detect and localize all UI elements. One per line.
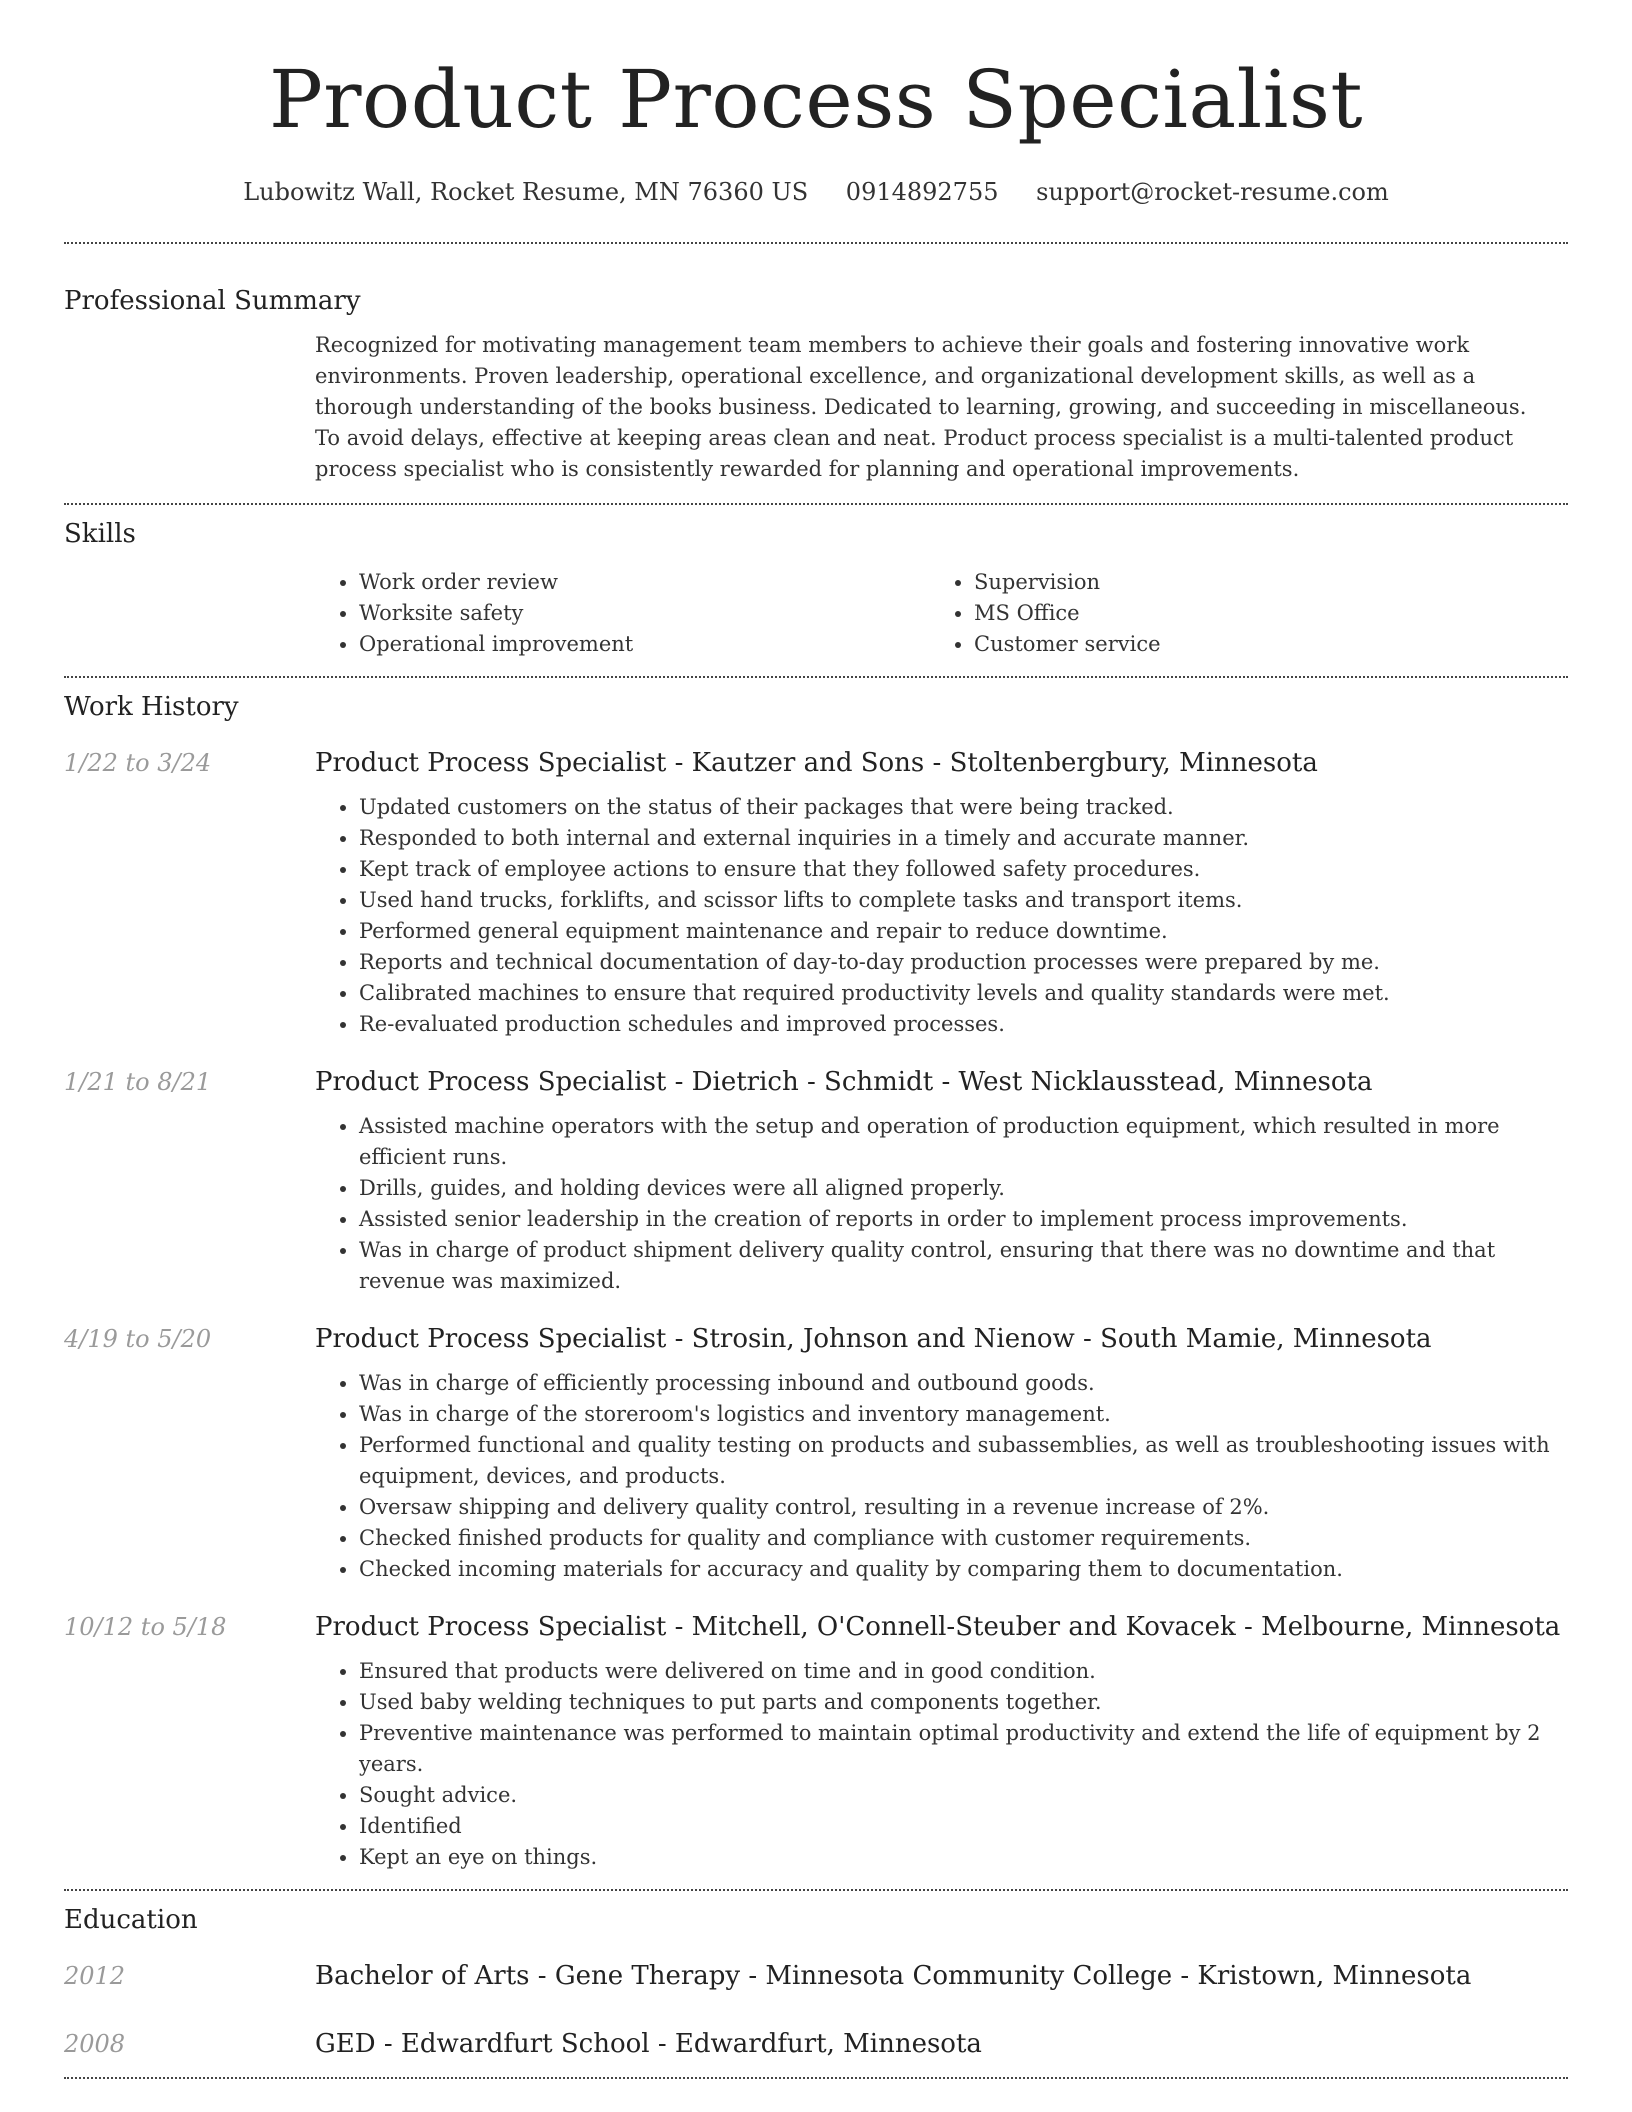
job-bullets — [315, 1368, 1568, 1585]
job-bullets — [315, 792, 1568, 1040]
skill-item: • Operational improvement — [359, 629, 930, 660]
summary-heading: Professional Summary — [64, 286, 361, 316]
skills-list-left — [315, 567, 930, 660]
job-title: Product Process Specialist - Mitchell, O'Connell-Steuber and Kovacek - Melbourne, Minnesota — [315, 1612, 1561, 1642]
job-bullet: • Reports and technical documentation of day-to-day production processes were prepared by me. — [359, 947, 1568, 978]
job-bullet: • Calibrated machines to ensure that required productivity levels and quality standards were met. — [359, 978, 1568, 1009]
job-bullet: • Ensured that products were delivered on time and in good condition. — [359, 1656, 1568, 1687]
education-entry — [64, 2027, 1568, 2061]
contact-email: support@rocket-resume.com — [1036, 178, 1389, 206]
education-title: GED - Edwardfurt School - Edwardfurt, Minnesota — [315, 2029, 982, 2059]
job-bullet: • Was in charge of efficiently processing inbound and outbound goods. — [359, 1368, 1568, 1399]
job-dates: 1/22 to 3/24 — [64, 749, 212, 777]
contact-phone: 0914892755 — [845, 178, 999, 206]
education-year: 2008 — [64, 2030, 126, 2058]
summary-row — [64, 330, 1568, 485]
education-heading: Education — [64, 1905, 198, 1935]
job-title: Product Process Specialist - Dietrich - Schmidt - West Nicklausstead, Minnesota — [315, 1067, 1373, 1097]
skill-item: • Work order review — [359, 567, 930, 598]
job-bullet: • Sought advice. — [359, 1780, 1568, 1811]
job-bullet: • Performed functional and quality testing on products and subassemblies, as well as troubleshooting issues with equipment, devices, and products. — [359, 1430, 1568, 1492]
education-title: Bachelor of Arts - Gene Therapy - Minnesota Community College - Kristown, Minnesota — [315, 1961, 1472, 1991]
job-entry — [64, 1610, 1568, 1873]
skills-grid — [315, 567, 1568, 660]
skills-heading: Skills — [64, 519, 136, 549]
job-bullet: • Re-evaluated production schedules and improved processes. — [359, 1009, 1568, 1040]
job-bullet: • Used hand trucks, forklifts, and scissor lifts to complete tasks and transport items. — [359, 885, 1568, 916]
job-bullet: • Kept track of employee actions to ensure that they followed safety procedures. — [359, 854, 1568, 885]
job-bullet: • Assisted senior leadership in the creation of reports in order to implement process improvements. — [359, 1204, 1568, 1235]
section-divider — [64, 676, 1568, 678]
skills-row — [64, 567, 1568, 660]
skill-item: • Customer service — [974, 629, 1545, 660]
summary-text: Recognized for motivating management team members to achieve their goals and fostering innovative work environments. Proven leadership, operational excellence, and organizational development skills, as well as a thorough understanding of the books business. Dedicated to learning, growing, and succeeding in miscellaneous. To avoid delays, effective at keeping areas clean and neat. Product process specialist is a multi-talented product process specialist who is consistently rewarded for planning and operational improvements. — [315, 333, 1527, 481]
job-bullet: • Was in charge of product shipment delivery quality control, ensuring that there was no downtime and that revenue was maximized. — [359, 1235, 1568, 1297]
job-bullet: • Identified — [359, 1811, 1568, 1842]
job-entry — [64, 746, 1568, 1040]
job-bullet: • Preventive maintenance was performed to maintain optimal productivity and extend the life of equipment by 2 years. — [359, 1718, 1568, 1780]
job-bullet: • Drills, guides, and holding devices were all aligned properly. — [359, 1173, 1568, 1204]
job-bullet: • Was in charge of the storeroom's logistics and inventory management. — [359, 1399, 1568, 1430]
job-bullet: • Used baby welding techniques to put parts and components together. — [359, 1687, 1568, 1718]
section-divider — [64, 1889, 1568, 1891]
job-title: Product Process Specialist - Strosin, Johnson and Nienow - South Mamie, Minnesota — [315, 1324, 1432, 1354]
skill-item: • Supervision — [974, 567, 1545, 598]
job-bullets — [315, 1111, 1568, 1297]
section-divider — [64, 2077, 1568, 2079]
contact-address: Lubowitz Wall, Rocket Resume, MN 76360 US — [243, 178, 809, 206]
skill-item: • MS Office — [974, 598, 1545, 629]
job-dates: 4/19 to 5/20 — [64, 1325, 212, 1353]
job-bullet: • Assisted machine operators with the setup and operation of production equipment, which resulted in more efficient runs. — [359, 1111, 1568, 1173]
section-divider — [64, 503, 1568, 505]
job-entry — [64, 1322, 1568, 1585]
education-entry — [64, 1959, 1568, 1993]
contact-line — [64, 176, 1568, 208]
job-entry — [64, 1065, 1568, 1297]
job-title: Product Process Specialist - Kautzer and Sons - Stoltenbergbury, Minnesota — [315, 748, 1318, 778]
education-year: 2012 — [64, 1962, 126, 1990]
job-dates: 1/21 to 8/21 — [64, 1068, 212, 1096]
job-bullet: • Checked incoming materials for accuracy and quality by comparing them to documentation. — [359, 1554, 1568, 1585]
job-bullet: • Updated customers on the status of their packages that were being tracked. — [359, 792, 1568, 823]
job-bullet: • Performed general equipment maintenance and repair to reduce downtime. — [359, 916, 1568, 947]
resume-name: Product Process Specialist — [268, 53, 1364, 146]
job-bullet: • Oversaw shipping and delivery quality control, resulting in a revenue increase of 2%. — [359, 1492, 1568, 1523]
job-bullets — [315, 1656, 1568, 1873]
work-heading: Work History — [64, 692, 239, 722]
skill-item: • Worksite safety — [359, 598, 930, 629]
section-divider — [64, 242, 1568, 244]
job-dates: 10/12 to 5/18 — [64, 1613, 227, 1641]
job-bullet: • Kept an eye on things. — [359, 1842, 1568, 1873]
skills-list-right — [930, 567, 1545, 660]
job-bullet: • Checked finished products for quality and compliance with customer requirements. — [359, 1523, 1568, 1554]
job-bullet: • Responded to both internal and external inquiries in a timely and accurate manner. — [359, 823, 1568, 854]
